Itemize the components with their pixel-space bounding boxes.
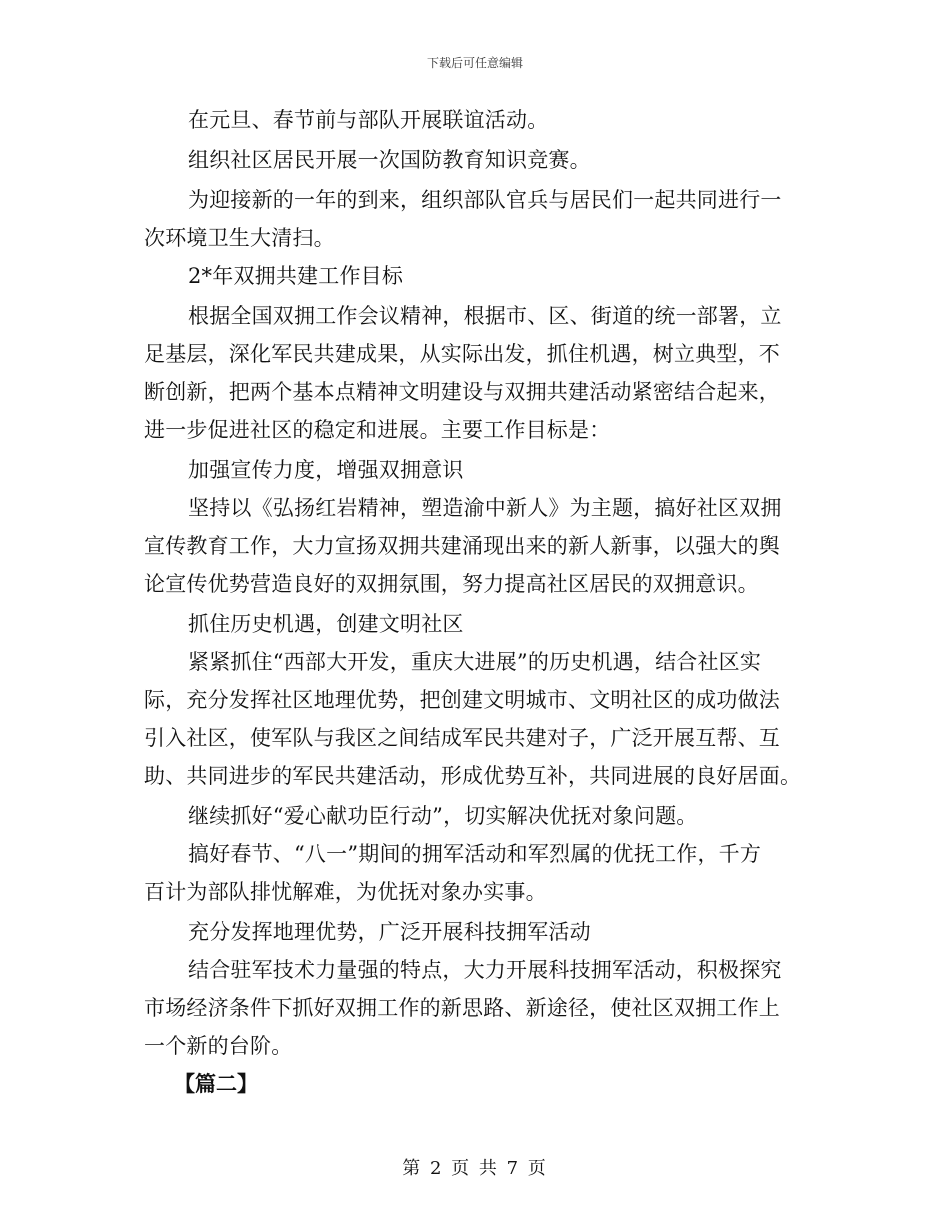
- paragraph-line: 紧紧抓住“西部大开发，重庆大进展”的历史机遇，结合社区实: [188, 650, 762, 674]
- paragraph-line: 市场经济条件下抓好双拥工作的新思路、新途径，使社区双拥工作上: [144, 996, 780, 1020]
- section-heading: 【篇二】: [174, 1071, 258, 1096]
- paragraph-line: 宣传教育工作，大力宣扬双拥共建涌现出来的新人新事，以强大的舆: [144, 534, 780, 558]
- paragraph-line: 2*年双拥共建工作目标: [188, 264, 404, 288]
- paragraph-line: 际，充分发挥社区地理优势，把创建文明城市、文明社区的成功做法: [144, 688, 780, 712]
- paragraph-line: 一个新的台阶。: [144, 1034, 293, 1058]
- paragraph-line: 论宣传优势营造良好的双拥氛围，努力提高社区居民的双拥意识。: [144, 572, 759, 596]
- paragraph-line: 结合驻军技术力量强的特点，大力开展科技拥军活动，积极探究: [188, 958, 782, 982]
- paragraph-line: 充分发挥地理优势，广泛开展科技拥军活动: [188, 920, 591, 944]
- paragraph-line: 进一步促进社区的稳定和进展。主要工作目标是：: [144, 418, 611, 442]
- paragraph-line: 继续抓好“爱心献功臣行动”，切实解决优抚对象问题。: [188, 804, 698, 828]
- paragraph-line: 次环境卫生大清扫。: [144, 226, 335, 250]
- paragraph-line: 断创新，把两个基本点精神文明建设与双拥共建活动紧密结合起来，: [144, 380, 780, 404]
- paragraph-line: 抓住历史机遇，创建文明社区: [188, 612, 464, 636]
- paragraph-line: 百计为部队排忧解难，为优抚对象办实事。: [144, 880, 547, 904]
- paragraph-line: 加强宣传力度，增强双拥意识: [188, 458, 464, 482]
- paragraph-line: 在元旦、春节前与部队开展联谊活动。: [188, 108, 549, 132]
- page-number: 第 2 页 共 7 页: [402, 1158, 548, 1179]
- paragraph-line: 为迎接新的一年的到来，组织部队官兵与居民们一起共同进行一: [188, 188, 782, 212]
- paragraph-line: 足基层，深化军民共建成果，从实际出发，抓住机遇，树立典型，不: [144, 342, 780, 366]
- page-header: 下载后可任意编辑: [426, 56, 523, 70]
- paragraph-line: 引入社区，使军队与我区之间结成军民共建对子，广泛开展互帮、互: [144, 726, 780, 750]
- paragraph-line: 助、共同进步的军民共建活动，形成优势互补，共同进展的良好居面。: [144, 764, 802, 788]
- paragraph-line: 根据全国双拥工作会议精神，根据市、区、街道的统一部署，立: [188, 304, 782, 328]
- paragraph-line: 组织社区居民开展一次国防教育知识竞赛。: [188, 148, 591, 172]
- paragraph-line: 坚持以《弘扬红岩精神，塑造渝中新人》为主题，搞好社区双拥: [188, 496, 782, 520]
- paragraph-line: 搞好春节、“八一”期间的拥军活动和军烈属的优抚工作，千方: [188, 842, 762, 866]
